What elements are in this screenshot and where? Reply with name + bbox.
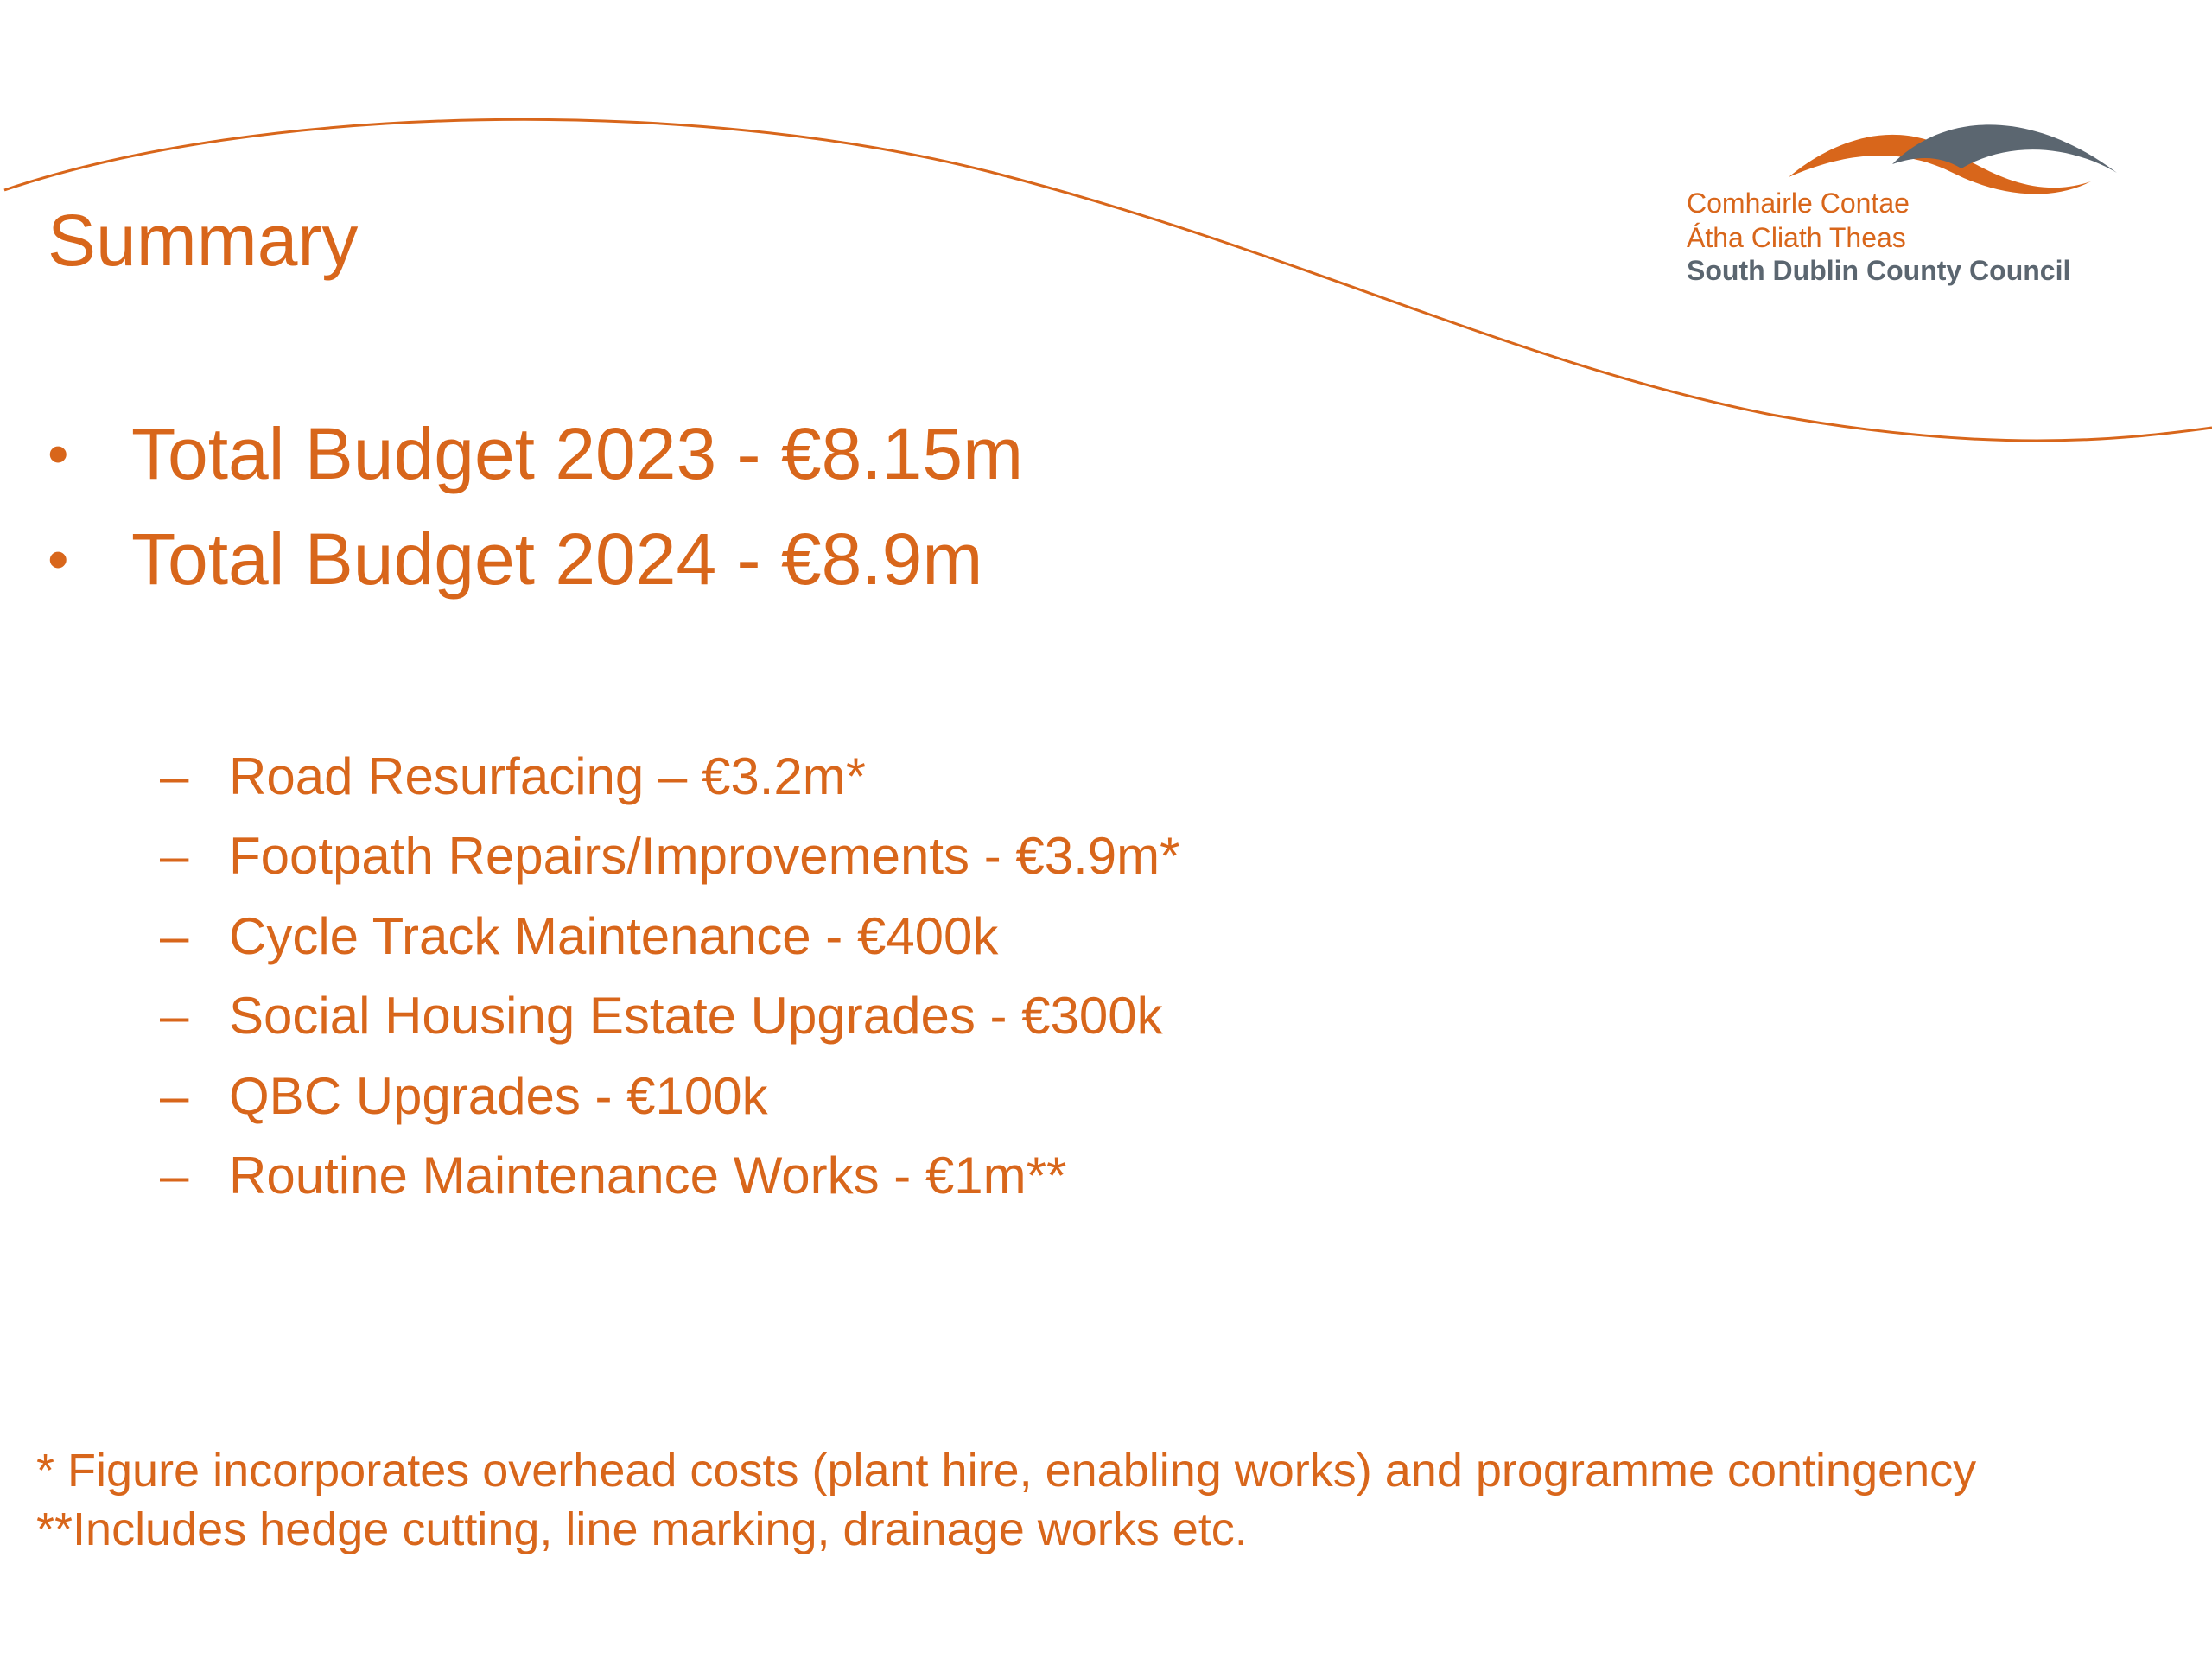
bullet-marker: • [48, 420, 69, 487]
road-resurfacing-item: Road Resurfacing – €3.2m* [229, 747, 867, 805]
page-title: Summary [48, 200, 359, 281]
footnote-overhead: * Figure incorporates overhead costs (plant hire, enabling works) and programme contingency [36, 1445, 1977, 1497]
council-logo [1681, 117, 2130, 298]
social-housing-item: Social Housing Estate Upgrades - €300k [229, 987, 1163, 1046]
dash-marker: – [160, 1146, 189, 1205]
bullet-marker: • [48, 525, 69, 593]
dash-marker: – [160, 987, 189, 1046]
footpath-repairs-item: Footpath Repairs/Improvements - €3.9m* [229, 827, 1180, 886]
logo-text-irish-2: Átha Cliath Theas [1687, 222, 1906, 253]
budget-2023-text: Total Budget 2023 - €8.15m [131, 413, 1024, 494]
logo-text-english: South Dublin County Council [1687, 255, 2071, 286]
dash-marker: – [160, 747, 189, 805]
dash-marker: – [160, 906, 189, 965]
footnote-routine: **Includes hedge cutting, line marking, drainage works etc. [36, 1503, 1248, 1555]
dash-marker: – [160, 827, 189, 886]
budget-2024-text: Total Budget 2024 - €8.9m [131, 518, 983, 600]
routine-maintenance-item: Routine Maintenance Works - €1m** [229, 1146, 1067, 1205]
footnotes [36, 1441, 1976, 1559]
logo-text-irish-1: Comhairle Contae [1687, 188, 1910, 219]
dash-marker: – [160, 1066, 189, 1125]
qbc-upgrades-item: QBC Upgrades - €100k [229, 1066, 768, 1125]
cycle-track-item: Cycle Track Maintenance - €400k [229, 906, 999, 965]
